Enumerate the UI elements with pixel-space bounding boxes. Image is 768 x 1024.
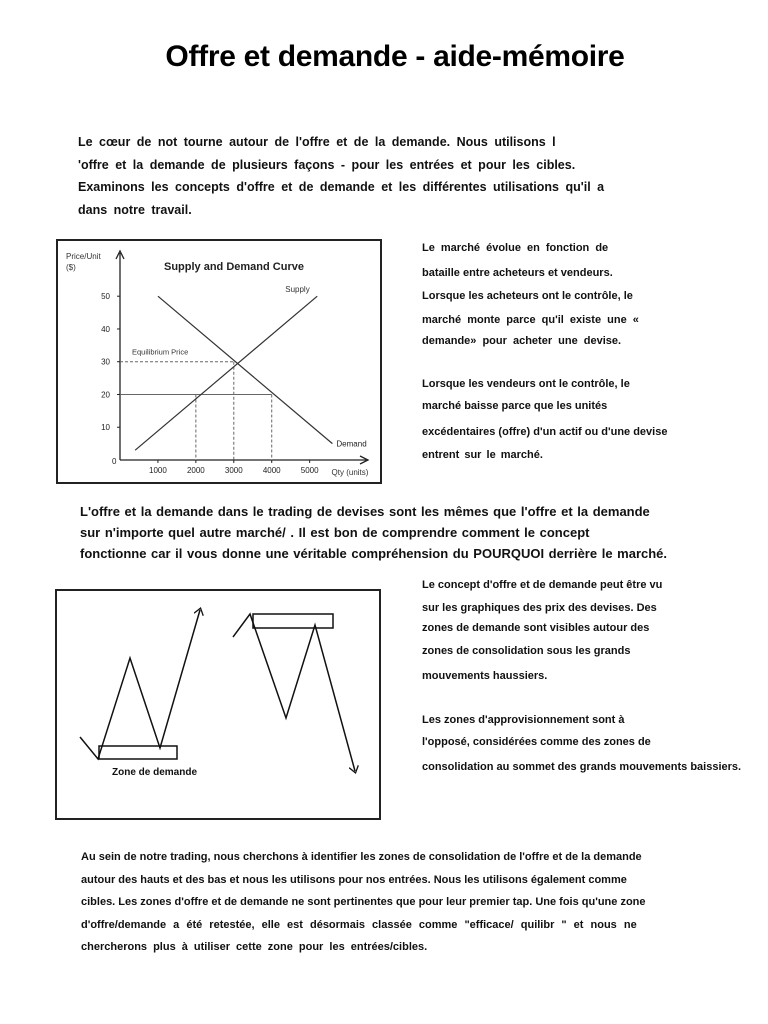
market-line: Lorsque les acheteurs ont le contrôle, le (422, 290, 633, 302)
market-line: demande» pour acheter une devise. (422, 335, 622, 347)
forex-line: fonctionne car il vous donne une véritable compréhension du POURQUOI derrière le marché. (80, 546, 668, 561)
zones-line: Le concept d'offre et de demande peut être vu (422, 579, 663, 591)
zone-diagram (57, 591, 379, 818)
supply-demand-chart-frame (56, 239, 382, 484)
demand-zone-box (99, 746, 177, 759)
supply-demand-chart (58, 241, 380, 482)
trading-line: Au sein de notre trading, nous cherchons à identifier les zones de consolidation de l'offre et de la demande (81, 851, 642, 863)
market-line: Le marché évolue en fonction de (422, 242, 609, 254)
zones-line: l'opposé, considérées comme des zones de (422, 736, 651, 748)
equilibrium-label: Equilibrium Price (132, 347, 189, 357)
x-tick-label: 1000 (149, 466, 167, 475)
trading-line: d'offre/demande a été retestée, elle est désormais classée comme "efficace/ quilibr " et nous ne (81, 918, 637, 931)
trading-line: chercherons plus à utiliser cette zone pour les entrées/cibles. (81, 941, 428, 953)
chart-title: Supply and Demand Curve (164, 261, 304, 273)
market-line: entrent sur le marché. (422, 449, 543, 461)
intro-line: 'offre et la demande de plusieurs façons - pour les entrées et pour les cibles. (78, 157, 576, 172)
page-title: Offre et demande - aide-mémoire (165, 40, 625, 73)
market-line: Lorsque les vendeurs ont le contrôle, le (422, 378, 630, 390)
market-line: marché monte parce qu'il existe une « (422, 314, 639, 326)
intro-paragraph (78, 131, 684, 221)
y-tick-label: 10 (101, 423, 110, 433)
supply-curve (135, 296, 317, 450)
intro-line: Examinons les concepts d'offre et de demande et les différentes utilisations qu'il a (78, 180, 605, 194)
zones-line: Les zones d'approvisionnement sont à (422, 714, 625, 726)
x-tick-label: 2000 (186, 466, 205, 475)
demand-curve (158, 296, 332, 443)
demand-price-path (80, 610, 200, 759)
trading-line: cibles. Les zones d'offre et de demande ne sont pertinentes que pour leur premier tap. Une fois qu'une zone (81, 896, 646, 908)
market-line: excédentaires (offre) d'un actif ou d'une devise (422, 426, 668, 438)
supply-label: Supply (285, 285, 310, 295)
y-axis-label: Price/Unit (66, 252, 101, 261)
zone-diagram-frame (55, 589, 381, 820)
y-tick-label: 30 (101, 357, 110, 367)
origin-label: 0 (112, 457, 117, 466)
y-tick-label: 20 (101, 390, 110, 400)
y-axis-label-unit: ($) (66, 263, 76, 272)
trading-paragraph (81, 846, 681, 959)
zones-line: zones de demande sont visibles autour des (422, 622, 650, 634)
market-line: bataille entre acheteurs et vendeurs. (422, 267, 613, 279)
intro-line: dans notre travail. (78, 202, 192, 217)
forex-line: L'offre et la demande dans le trading de devises sont les mêmes que l'offre et la demande (80, 504, 650, 519)
x-tick-label: 4000 (262, 466, 281, 475)
x-tick-label: 3000 (224, 466, 243, 475)
x-tick-label: 5000 (300, 466, 319, 475)
zones-line: consolidation au sommet des grands mouvements baissiers. (422, 761, 742, 773)
market-line: marché baisse parce que les unités (422, 400, 608, 412)
zones-line: mouvements haussiers. (422, 670, 548, 682)
y-tick-label: 40 (101, 324, 110, 334)
demand-label: Demand (336, 439, 367, 449)
forex-line: sur n'importe quel autre marché/ . Il est bon de comprendre comment le concept (80, 525, 590, 540)
forex-paragraph (80, 501, 700, 564)
zones-line: zones de consolidation sous les grands (422, 645, 631, 657)
x-axis-label: Qty (units) (331, 468, 369, 477)
zones-line: sur les graphiques des prix des devises. Des (422, 602, 657, 614)
supply-zone-box (253, 614, 333, 628)
y-tick-label: 50 (101, 292, 110, 302)
supply-price-path (233, 614, 355, 771)
trading-line: autour des hauts et des bas et nous les utilisons pour nos entrées. Nous les utilisons également comme (81, 873, 627, 886)
demand-zone-label: Zone de demande (112, 767, 198, 778)
intro-line: Le cœur de not tourne autour de l'offre et de la demande. Nous utilisons l (78, 135, 556, 149)
